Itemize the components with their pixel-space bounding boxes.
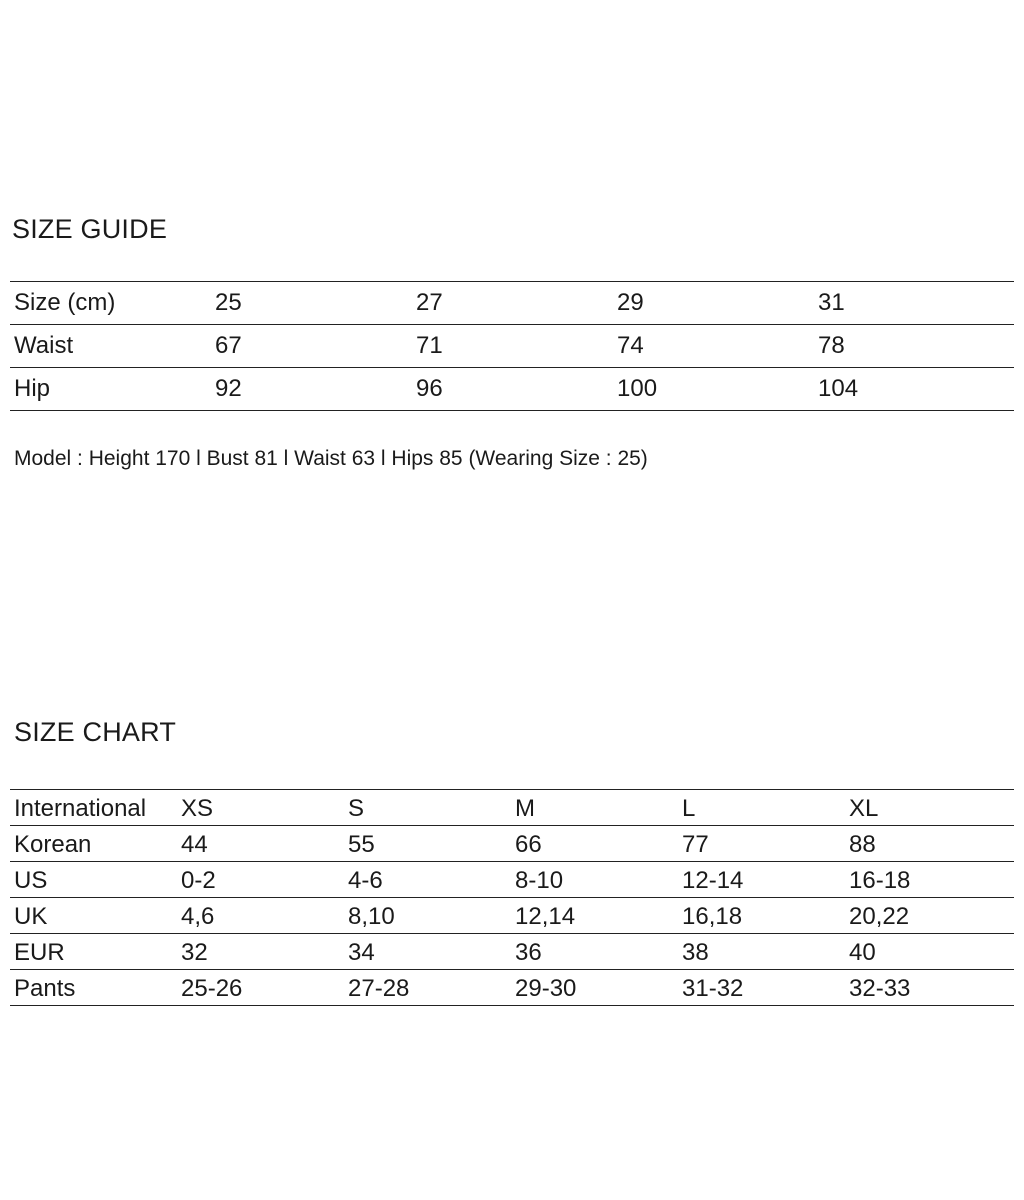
table-cell: 77 (682, 831, 709, 858)
row-label: US (14, 867, 48, 894)
table-cell: 66 (515, 831, 542, 858)
table-cell: 31 (818, 289, 845, 316)
table-cell: 16-18 (849, 867, 911, 894)
table-cell: 38 (682, 939, 709, 966)
table-cell: 12,14 (515, 903, 576, 930)
table-cell: 16,18 (682, 903, 743, 930)
table-cell: 78 (818, 332, 845, 359)
table-row (10, 325, 1014, 368)
table-row (10, 790, 1014, 826)
table-cell: 96 (416, 375, 443, 402)
row-label: UK (14, 903, 48, 930)
table-cell: 8,10 (348, 903, 395, 930)
size-chart-table (10, 789, 1014, 1006)
table-cell: 8-10 (515, 867, 564, 894)
table-cell: 27-28 (348, 975, 410, 1002)
table-cell: 71 (416, 332, 443, 359)
table-row (10, 368, 1014, 411)
row-label: EUR (14, 939, 65, 966)
row-label: Size (cm) (14, 289, 116, 316)
row-label: Korean (14, 831, 92, 858)
table-cell: 12-14 (682, 867, 744, 894)
table-cell: 32-33 (849, 975, 911, 1002)
table-cell: XS (181, 795, 214, 822)
table-cell: 20,22 (849, 903, 910, 930)
table-cell: S (348, 795, 365, 822)
row-label: International (14, 795, 147, 822)
row-label: Pants (14, 975, 76, 1002)
table-row (10, 970, 1014, 1006)
table-cell: 27 (416, 289, 443, 316)
table-cell: 0-2 (181, 867, 216, 894)
size-guide-title: SIZE GUIDE (12, 214, 168, 244)
row-label: Waist (14, 332, 74, 359)
table-cell: L (682, 795, 696, 822)
table-cell: 44 (181, 831, 208, 858)
table-cell: 100 (617, 375, 658, 402)
table-cell: 88 (849, 831, 876, 858)
size-guide-table (10, 281, 1014, 411)
table-cell: 92 (215, 375, 242, 402)
model-measurements-note: Model : Height 170 l Bust 81 l Waist 63 l Hips 85 (Wearing Size : 25) (14, 447, 648, 470)
table-cell: 104 (818, 375, 859, 402)
size-chart-title: SIZE CHART (14, 717, 177, 747)
table-row (10, 282, 1014, 325)
table-cell: XL (849, 795, 879, 822)
table-cell: 25-26 (181, 975, 243, 1002)
table-cell: 36 (515, 939, 542, 966)
table-cell: 55 (348, 831, 375, 858)
row-label: Hip (14, 375, 51, 402)
table-row (10, 898, 1014, 934)
table-cell: M (515, 795, 535, 822)
table-cell: 31-32 (682, 975, 744, 1002)
table-cell: 32 (181, 939, 208, 966)
table-row (10, 826, 1014, 862)
table-cell: 40 (849, 939, 876, 966)
table-cell: 25 (215, 289, 242, 316)
table-cell: 34 (348, 939, 375, 966)
table-cell: 4-6 (348, 867, 383, 894)
table-row (10, 862, 1014, 898)
table-cell: 74 (617, 332, 644, 359)
table-cell: 29 (617, 289, 644, 316)
table-cell: 29-30 (515, 975, 577, 1002)
table-cell: 67 (215, 332, 242, 359)
table-row (10, 934, 1014, 970)
table-cell: 4,6 (181, 903, 215, 930)
